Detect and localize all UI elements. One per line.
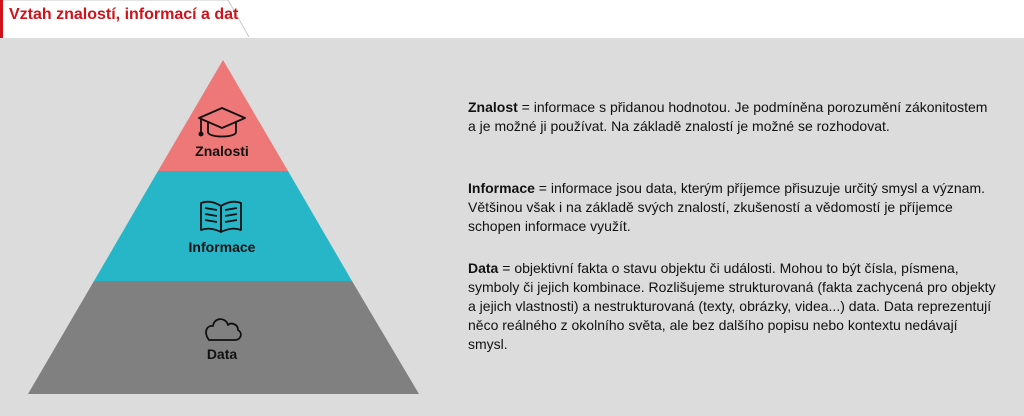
- definition-information: [468, 179, 998, 236]
- definition-data: [468, 259, 998, 354]
- layer-label-information: Informace: [188, 239, 256, 255]
- definition-term: Znalost: [468, 99, 518, 115]
- pyramid-layer-information: [94, 171, 352, 281]
- layer-label-data: Data: [206, 346, 238, 362]
- definition-term: Data: [468, 260, 499, 276]
- definition-text: = informace jsou data, kterým příjemce přisuzuje určitý smysl a význam. Většinou však i na základě svých znalostí, zkušeností a vědomostí je příjemce schopen informace využít.: [468, 180, 986, 234]
- definition-text: = objektivní fakta o stavu objektu či události. Mohou to být čísla, písmena, symboly či jejich kombinace. Rozlišujeme strukturovaná (fakta zachycená pro objekty a jejich vlastnosti) a nestrukturovaná (texty, obrázky, videa...) data. Data reprezentují něco reálného z okolního světa, ale bez dalšího popisu nebo kontextu nedávají smysl.: [468, 260, 996, 352]
- pyramid-layer-data: [28, 281, 419, 394]
- definition-knowledge: [468, 98, 998, 136]
- definition-text: = informace s přidanou hodnotou. Je podmíněna porozumění zákonitostem a je možné ji používat. Na základě znalostí je možné se rozhodovat.: [468, 99, 988, 134]
- layer-label-knowledge: Znalosti: [195, 143, 249, 159]
- page-title: Vztah znalostí, informací a dat: [9, 6, 239, 23]
- definition-term: Informace: [468, 180, 535, 196]
